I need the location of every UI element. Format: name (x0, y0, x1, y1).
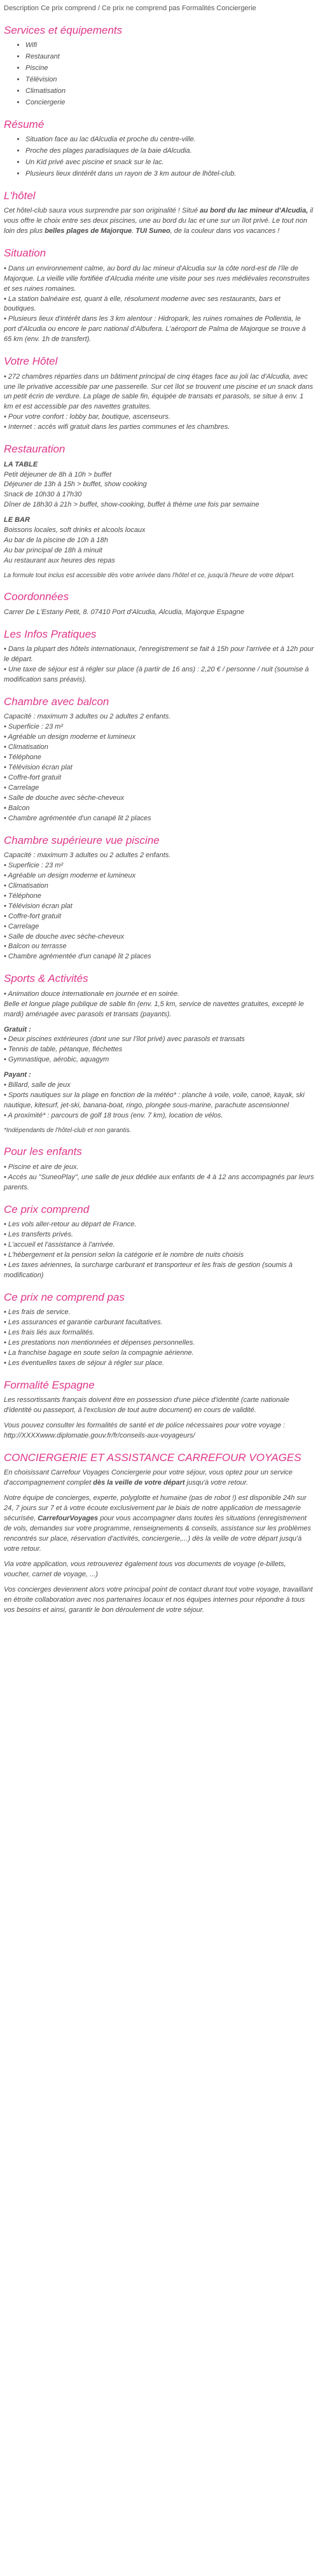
list-item: • Salle de douche avec sèche-cheveux (4, 794, 314, 804)
list-item: • Télévision écran plat (4, 763, 314, 773)
text-segment: jusqu'à votre retour. (184, 1479, 249, 1487)
list-item: • Balcon ou terrasse (4, 942, 314, 952)
list-item: • A proximité* : parcours de golf 18 trous (env. 7 km), location de vélos. (4, 1112, 223, 1120)
list-item: • Les prestations non mentionnées et dépenses personnelles. (4, 1338, 195, 1347)
hotel-intro-paragraph (4, 206, 314, 237)
list-item: • Climatisation (4, 881, 314, 892)
text-line: Capacité : maximum 3 adultes ou 2 adultes 2 enfants. (4, 713, 171, 721)
text-segment: En choisissant Carrefour Voyages Conciergerie pour votre séjour, vous optez pour un service d'accompagnement complet (4, 1469, 293, 1487)
text-line: • La station balnéaire est, quant à elle, résolument moderne avec ses restaurants, bars et boutiques. (4, 295, 280, 313)
services-title: Services et équipements (4, 24, 123, 36)
list-item: • Superficie : 23 m² (4, 722, 314, 732)
situation-paragraph (4, 264, 314, 346)
text-line: Belle et longue plage publique de sable fin (env. 1,5 km, service de navettes gratuites, excepté le mardi) aménagée avec parasols et transats (payants). (4, 1000, 304, 1018)
list-item: • Les assurances et garantie carburant facultatives. (4, 1319, 163, 1327)
text-line: Snack de 10h30 à 17h30 (4, 491, 82, 499)
text-line: • Plusieurs lieux d'intérêt dans les 3 km alentour : Hidropark, les ruines romaines de Pollentia, le port d'Alcudia ou encore le parc national d'Albufera. L'aéroport de Palma de Majorque se trouve à 65 km (env. 1h de transfert). (4, 315, 306, 344)
list-item: • Salle de douche avec sèche-cheveux (4, 932, 314, 942)
list-item: • Superficie : 23 m² (4, 861, 314, 871)
list-item: • Billard, salle de jeux (4, 1081, 71, 1089)
list-item: • Chambre agrémentée d'un canapé lit 2 places (4, 814, 314, 824)
text-segment: Cet hôtel-club saura vous surprendre par son originalité ! Situé (4, 207, 200, 215)
address-text: Carrer De L'Estany Petit, 8. 07410 Port d'Alcudia, Alcudia, Majorque Espagne (4, 608, 245, 616)
list-item: • Téléphone (4, 892, 314, 902)
formalite-paragraph-2: Vous pouvez consulter les formalités de santé et de police nécessaires pour votre voyage : http://XXXXwww.diplomatie.gouv.fr/fr/conseils-aux-voyageurs/ (4, 1421, 286, 1439)
list-item: • L'accueil et l'assistance à l'arrivée. (4, 1240, 115, 1249)
list-item: • Gymnastique, aérobic, aquagym (4, 1056, 109, 1064)
list-item: • Agréable un design moderne et lumineux (4, 871, 314, 881)
sports-gratuit (4, 1025, 314, 1066)
text-line: • Pour votre confort : lobby bar, boutique, ascenseurs. (4, 413, 170, 421)
text-line: • Animation douce internationale en journée et en soirée. (4, 990, 180, 998)
list-item: • Climatisation (25, 87, 314, 97)
sports-payant (4, 1070, 314, 1121)
list-item: • Les vols aller-retour au départ de France. (4, 1221, 137, 1229)
sports-intro (4, 990, 314, 1020)
list-item: • Situation face au lac dAlcudia et proche du centre-ville. (25, 135, 314, 145)
list-item: • Coffre-fort gratuit (4, 773, 314, 783)
section-tabs[interactable]: Description Ce prix comprend / Ce prix ne comprend pas Formalités Conciergerie (4, 4, 256, 12)
list-item: • Les frais de service. (4, 1308, 71, 1317)
conciergerie-title: CONCIERGERIE ET ASSISTANCE CARREFOUR VOYAGES (4, 1451, 301, 1464)
list-item: • Les taxes aériennes, la surcharge carburant et transporteur et les frais de gestion (soumis à modification) (4, 1261, 293, 1279)
text-line: Boissons locales, soft drinks et alcools locaux (4, 526, 146, 535)
subheading: LE BAR (4, 516, 30, 524)
chambre-balcon-details (4, 712, 314, 823)
list-item: • Piscine (25, 64, 314, 74)
list-item: • Les éventuelles taxes de séjour à régler sur place. (4, 1359, 165, 1367)
sports-title: Sports & Activités (4, 972, 88, 985)
text-segment: , de la couleur dans vos vacances ! (170, 227, 280, 235)
text-line: • Dans un environnement calme, au bord du lac mineur d'Alcudia sur la côte nord-est de l'île de Majorque. La vieille ville fortifiée d'Alcudia mérite une visite pour ses rues médiévales reconstruites et ses ruines romaines. (4, 264, 310, 293)
votre-hotel-paragraph (4, 372, 314, 433)
text-segment: pour vous accompagner dans toutes les situations (enregistrement de vols, demandes sur votre programme, renseignements & conseils, assistance sur les problèmes rencontrés sur place, réservation d'activités, conciergerie,...) dès la veille de votre départ jusqu'à votre retour. (4, 1515, 312, 1553)
text-line: • Une taxe de séjour est à régler sur place (à partir de 16 ans) : 2,20 € / personne / nuit (soumise à modification sans préavis). (4, 666, 309, 683)
enfants-title: Pour les enfants (4, 1145, 82, 1158)
list-item: • Chambre agrémentée d'un canapé lit 2 places (4, 952, 314, 962)
list-item: • Sports nautiques sur la plage en fonction de la météo* : planche à voile, voile, canoë, kayak, ski nautique, kitesurf, jet-ski, banana-boat, ringo, plongée sous-marine, parachute ascensionnel (4, 1091, 305, 1110)
text-line: Au bar principal de 18h à minuit (4, 547, 102, 555)
list-item: • La franchise bagage en soute selon la compagnie aérienne. (4, 1348, 194, 1357)
list-item: • Conciergerie (25, 98, 314, 108)
text-line: Dîner de 18h30 à 21h > buffet, show-cooking, buffet à thème une fois par semaine (4, 501, 259, 509)
prix-comprend-title: Ce prix comprend (4, 1203, 90, 1215)
formalite-title: Formalité Espagne (4, 1378, 95, 1391)
text-segment: TUI Suneo (135, 227, 170, 235)
restauration-table-block (4, 460, 314, 511)
conciergerie-paragraph-2 (4, 1494, 314, 1555)
list-item: • Télévision écran plat (4, 902, 314, 912)
infos-title: Les Infos Pratiques (4, 627, 97, 640)
list-item: • Un Kid privé avec piscine et snack sur le lac. (25, 158, 314, 168)
votre-hotel-title: Votre Hôtel (4, 355, 58, 368)
prix-ne-comprend-list (4, 1308, 314, 1369)
restauration-title: Restauration (4, 443, 66, 456)
text-line: Au restaurant aux heures des repas (4, 557, 115, 565)
text-segment: Notre équipe de concierges, experte, polyglotte et humaine (pas de robot !) est disponible 24h sur 24, 7 jours sur 7 et à votre écoute exclusivement par le biais de notre application de messagerie sécurisée, (4, 1494, 307, 1522)
chambre-superieure-details (4, 851, 314, 962)
text-line: • Piscine et aire de jeux. (4, 1163, 79, 1171)
text-line: • Accès au "SuneoPlay", une salle de jeux dédiée aux enfants de 4 à 12 ans accompagnés par leurs parents. (4, 1173, 314, 1191)
list-item: • Balcon (4, 804, 314, 814)
coordonnees-title: Coordonnées (4, 591, 69, 603)
list-item: • Coffre-fort gratuit (4, 912, 314, 922)
text-line: • Dans la plupart des hôtels internationaux, l'enregistrement se fait à 15h pour l'arrivée et à 12h pour le départ. (4, 645, 314, 664)
list-item: • Proche des plages paradisiaques de la baie dAlcudia. (25, 146, 314, 157)
list-item: • L'hébergement et la pension selon la catégorie et le nombre de nuits choisis (4, 1250, 244, 1259)
text-segment: il vous offre le choix entre ses deux piscines, une au bord du lac et une sur un îlot privé. Le tout non loin des plus (4, 207, 314, 235)
text-line: Capacité : maximum 3 adultes ou 2 adultes 2 enfants. (4, 851, 171, 860)
list-item: • Wifi (25, 41, 314, 51)
subheading: LA TABLE (4, 460, 38, 468)
chambre-balcon-title: Chambre avec balcon (4, 695, 109, 708)
text-segment: . (132, 227, 136, 235)
list-item: • Les frais liés aux formalités. (4, 1328, 95, 1336)
text-line: • 272 chambres réparties dans un bâtiment principal de cinq étages face au joli lac d'Alcudia, avec une île privative accessible par une passerelle. Sur cet îlot se trouvent une piscine et un snack dans un petit écrin de verdure. La plage de sable fin, équipée de transats et parasols, se situe à env. 1 km et est accessible par des navettes gratuites. (4, 372, 314, 411)
list-item: • Climatisation (4, 743, 314, 753)
restauration-note: La formule tout inclus est accessible dès votre arrivée dans l'hôtel et ce, jusqu'à l'heure de votre départ. (4, 571, 295, 579)
subheading: Payant : (4, 1071, 31, 1079)
conciergerie-paragraph-4: Vos concierges deviennent alors votre principal point de contact durant tout votre voyage, travaillant en étroite collaboration avec nos partenaires locaux et nos équipes internes pour répondre à tous vos besoins et ainsi, garantir le bon déroulement de votre séjour. (4, 1585, 313, 1614)
hotel-intro-title: L'hôtel (4, 190, 36, 202)
list-item: • Télévision (25, 75, 314, 85)
prix-comprend-list (4, 1220, 314, 1281)
list-item: • Tennis de table, pétanque, fléchettes (4, 1046, 123, 1054)
text-segment: dès la veille de votre départ (93, 1479, 185, 1487)
text-line: • Internet : accès wifi gratuit dans les parties communes et les chambres. (4, 423, 230, 431)
chambre-superieure-title: Chambre supérieure vue piscine (4, 834, 160, 846)
text-line: Déjeuner de 13h à 15h > buffet, show cooking (4, 480, 147, 489)
conciergerie-paragraph-3: Via votre application, vous retrouverez également tous vos documents de voyage (e-billets, voucher, carnet de voyage, ...) (4, 1560, 286, 1578)
text-segment: CarrefourVoyages (38, 1515, 99, 1522)
list-item: • Carrelage (4, 922, 314, 932)
formalite-paragraph-1: Les ressortissants français doivent être en possession d'une pièce d'identité (carte nationale d'identité ou passeport, à l'exclusion de tout autre document) en cours de validité. (4, 1396, 289, 1415)
list-item: • Plusieurs lieux dintérêt dans un rayon de 3 km autour de lhôtel-club. (25, 169, 314, 179)
sports-footnote: *Indépendants de l'hôtel-club et non garantis. (4, 1126, 132, 1134)
list-item: • Téléphone (4, 753, 314, 763)
resume-list (4, 135, 314, 179)
resume-title: Résumé (4, 118, 45, 130)
enfants-paragraph (4, 1163, 314, 1193)
subheading: Gratuit : (4, 1025, 31, 1033)
infos-paragraph (4, 645, 314, 685)
conciergerie-paragraph-1 (4, 1468, 314, 1488)
list-item: • Agréable un design moderne et lumineux (4, 732, 314, 743)
text-segment: au bord du lac mineur d'Alcudia, (200, 207, 308, 215)
text-line: Au bar de la piscine de 10h à 18h (4, 536, 108, 545)
text-line: Petit déjeuner de 8h à 10h > buffet (4, 470, 112, 479)
services-list (4, 41, 314, 108)
text-segment: belles plages de Majorque (45, 227, 132, 235)
list-item: • Carrelage (4, 783, 314, 794)
restauration-bar-block (4, 515, 314, 566)
list-item: • Restaurant (25, 52, 314, 62)
prix-ne-comprend-title: Ce prix ne comprend pas (4, 1291, 125, 1303)
situation-title: Situation (4, 247, 46, 260)
list-item: • Deux piscines extérieures (dont une sur l'îlot privé) avec parasols et transats (4, 1035, 245, 1044)
list-item: • Les transferts privés. (4, 1231, 74, 1239)
